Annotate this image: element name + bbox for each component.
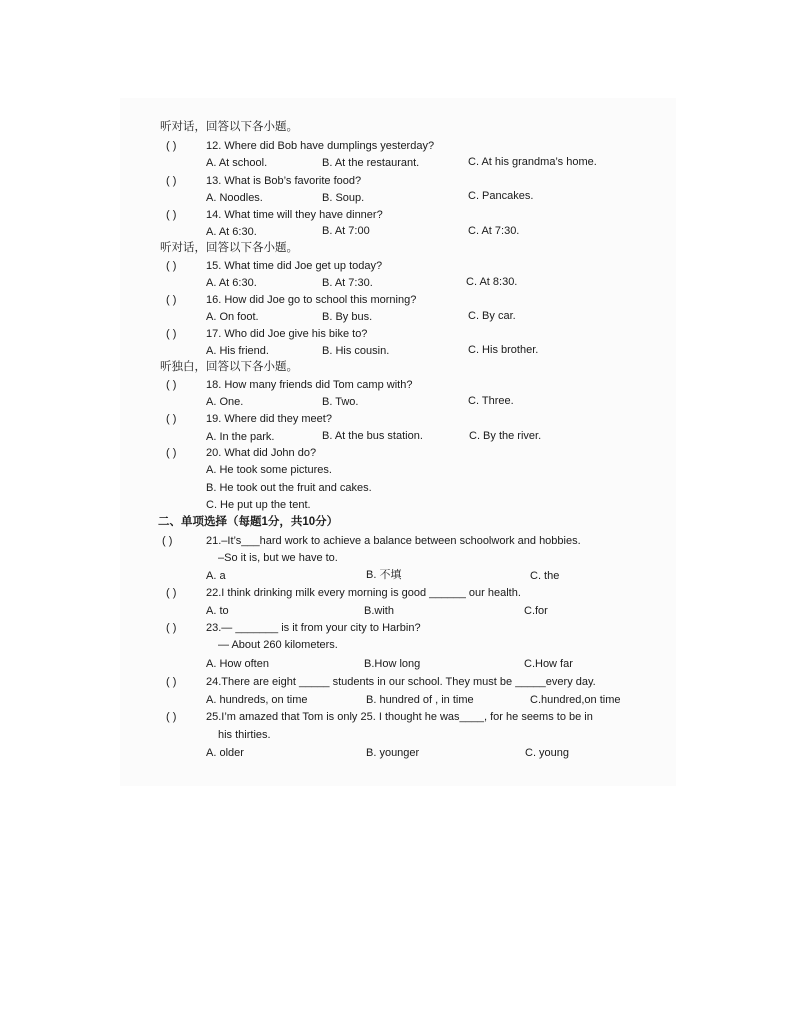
question-19-stem: 19. Where did they meet?	[206, 413, 332, 425]
answer-paren[interactable]: ( )	[166, 622, 177, 634]
question-14-stem: 14. What time will they have dinner?	[206, 209, 383, 221]
answer-paren[interactable]: ( )	[166, 447, 177, 459]
question-22-option-a: A. to	[206, 605, 229, 617]
question-25-option-a: A. older	[206, 747, 244, 759]
answer-paren[interactable]: ( )	[166, 294, 177, 306]
question-24-option-b: B. hundred of , in time	[366, 694, 474, 706]
question-14-option-b: B. At 7:00	[322, 225, 370, 237]
question-22-option-c: C.for	[524, 605, 548, 617]
question-21-stem-reply: –So it is, but we have to.	[218, 552, 338, 564]
question-21-stem: 21.–It’s___hard work to achieve a balance between schoolwork and hobbies.	[206, 535, 581, 547]
question-18-option-b: B. Two.	[322, 396, 359, 408]
question-22-stem: 22.I think drinking milk every morning is good ______ our health.	[206, 587, 521, 599]
question-18-option-a: A. One.	[206, 396, 244, 408]
answer-paren[interactable]: ( )	[166, 587, 177, 599]
question-12-option-a: A. At school.	[206, 157, 268, 169]
answer-paren[interactable]: ( )	[166, 140, 177, 152]
question-18-option-c: C. Three.	[468, 395, 514, 407]
question-23-stem: 23.— _______ is it from your city to Harbin?	[206, 622, 421, 634]
question-13-option-a: A. Noodles.	[206, 192, 263, 204]
section-header-dialog-1: 听对话，回答以下各小题。	[160, 121, 298, 133]
question-14-option-c: C. At 7:30.	[468, 225, 520, 237]
question-25-option-c: C. young	[525, 747, 570, 759]
question-18-stem: 18. How many friends did Tom camp with?	[206, 379, 413, 391]
question-19-option-c: C. By the river.	[469, 430, 542, 442]
answer-paren[interactable]: ( )	[166, 328, 177, 340]
question-16-option-b: B. By bus.	[322, 311, 373, 323]
answer-paren[interactable]: ( )	[166, 711, 177, 723]
question-21-option-a: A. a	[206, 570, 226, 582]
question-20-option-b: B. He took out the fruit and cakes.	[206, 482, 372, 494]
question-14-option-a: A. At 6:30.	[206, 226, 257, 238]
question-25-stem-continued: his thirties.	[218, 729, 271, 741]
question-13-option-c: C. Pancakes.	[468, 190, 534, 202]
question-21-option-c: C. the	[530, 570, 560, 582]
question-13-stem: 13. What is Bob’s favorite food?	[206, 175, 362, 187]
question-23-option-c: C.How far	[524, 658, 573, 670]
answer-paren[interactable]: ( )	[166, 676, 177, 688]
question-12-option-b: B. At the restaurant.	[322, 157, 420, 169]
answer-paren[interactable]: ( )	[162, 535, 173, 547]
question-17-stem: 17. Who did Joe give his bike to?	[206, 328, 368, 340]
answer-paren[interactable]: ( )	[166, 209, 177, 221]
question-20-option-a: A. He took some pictures.	[206, 464, 332, 476]
question-15-option-c: C. At 8:30.	[466, 276, 518, 288]
question-23-option-a: A. How often	[206, 658, 269, 670]
question-22-option-b: B.with	[364, 605, 394, 617]
question-17-option-a: A. His friend.	[206, 345, 269, 357]
question-20-stem: 20. What did John do?	[206, 447, 317, 459]
question-16-option-c: C. By car.	[468, 310, 516, 322]
answer-paren[interactable]: ( )	[166, 413, 177, 425]
question-24-option-c: C.hundred,on time	[530, 694, 621, 706]
question-20-option-c: C. He put up the tent.	[206, 499, 311, 511]
question-19-option-a: A. In the park.	[206, 431, 275, 443]
section-header-dialog-2: 听对话，回答以下各小题。	[160, 242, 298, 254]
question-25-stem: 25.I’m amazed that Tom is only 25. I thought he was____, for he seems to be in	[206, 711, 593, 723]
answer-paren[interactable]: ( )	[166, 379, 177, 391]
part-2-title: 二、单项选择（每题1分，共10分）	[158, 516, 339, 528]
question-12-option-c: C. At his grandma’s home.	[468, 156, 597, 168]
section-header-monologue: 听独白，回答以下各小题。	[160, 361, 298, 373]
question-25-option-b: B. younger	[366, 747, 420, 759]
question-23-option-b: B.How long	[364, 658, 421, 670]
question-24-stem: 24.There are eight _____ students in our school. They must be _____every day.	[206, 676, 596, 688]
question-21-option-b: B. 不填	[366, 569, 402, 581]
question-19-option-b: B. At the bus station.	[322, 430, 423, 442]
question-24-option-a: A. hundreds, on time	[206, 694, 308, 706]
question-13-option-b: B. Soup.	[322, 192, 365, 204]
question-15-stem: 15. What time did Joe get up today?	[206, 260, 383, 272]
question-16-option-a: A. On foot.	[206, 311, 259, 323]
question-23-stem-reply: — About 260 kilometers.	[218, 639, 338, 651]
question-17-option-c: C. His brother.	[468, 344, 539, 356]
question-15-option-a: A. At 6:30.	[206, 277, 257, 289]
question-12-stem: 12. Where did Bob have dumplings yesterday?	[206, 140, 435, 152]
answer-paren[interactable]: ( )	[166, 175, 177, 187]
answer-paren[interactable]: ( )	[166, 260, 177, 272]
question-17-option-b: B. His cousin.	[322, 345, 390, 357]
question-16-stem: 16. How did Joe go to school this morning?	[206, 294, 417, 306]
question-15-option-b: B. At 7:30.	[322, 277, 373, 289]
